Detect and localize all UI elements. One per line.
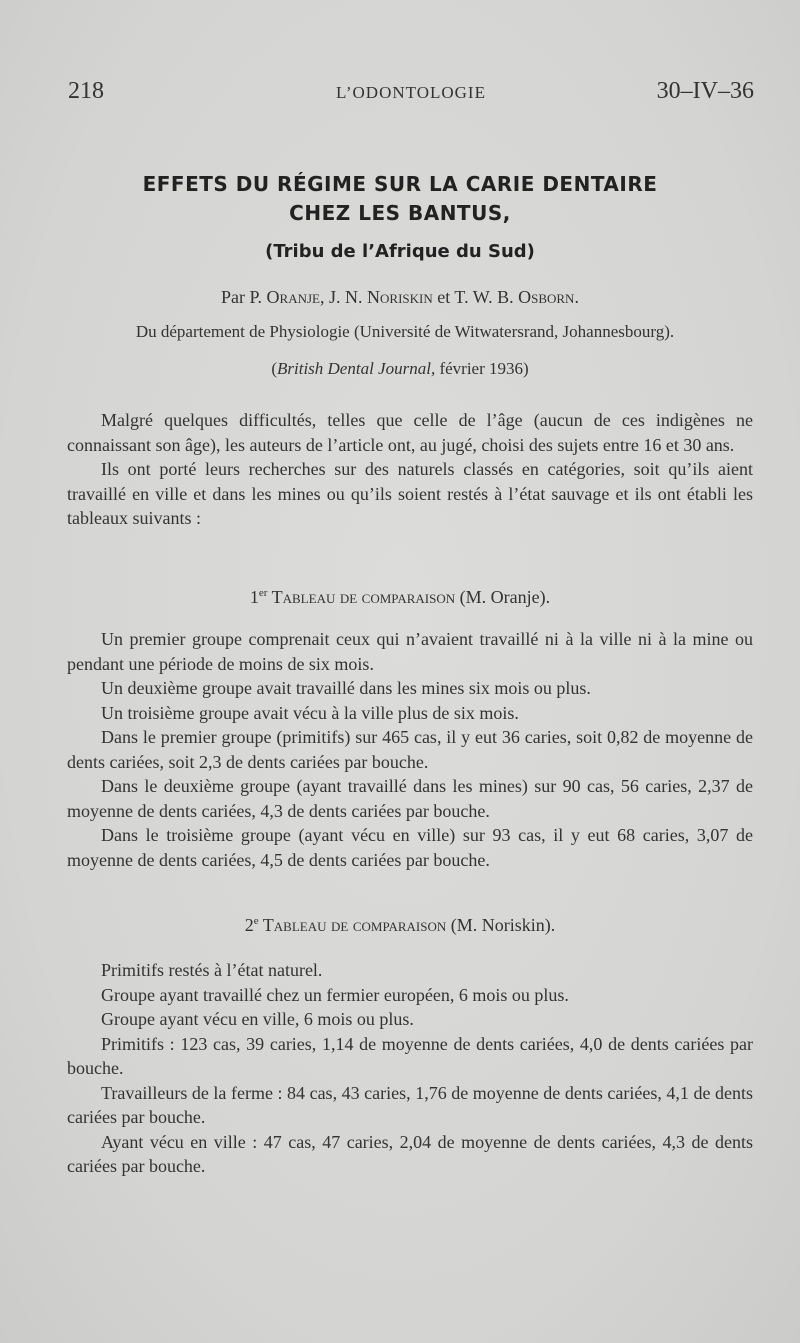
- source-open: (: [271, 359, 277, 378]
- section-1-paragraph: Un deuxième groupe avait travaillé dans les mines six mois ou plus.: [101, 678, 591, 698]
- section-2-paragraph: Primitifs : 123 cas, 39 caries, 1,14 de moyenne de dents cariées, 4,0 de dents cariées par bouche.: [67, 1033, 753, 1078]
- section-2-paragraph: Primitifs restés à l’état naturel.: [101, 960, 323, 980]
- section-2-heading: [60, 915, 740, 936]
- author-line: [40, 287, 760, 308]
- authors-sep-1: , J. N.: [320, 287, 368, 307]
- section-2-paragraph: Groupe ayant vécu en ville, 6 mois ou plus.: [101, 1009, 414, 1029]
- section-2-paragraph: Travailleurs de la ferme : 84 cas, 43 caries, 1,76 de moyenne de dents cariées, 4,1 de dents cariées par bouche.: [67, 1082, 753, 1127]
- section-1-heading: [60, 587, 740, 608]
- issue-date: 30–IV–36: [656, 78, 754, 104]
- source-journal: British Dental Journal,: [277, 359, 436, 378]
- running-header: [68, 78, 754, 114]
- authors-suffix: .: [574, 287, 579, 307]
- section-2-title: Tableau de comparaison: [258, 915, 447, 935]
- section-1-paragraph: Un troisième groupe avait vécu à la ville plus de six mois.: [101, 702, 519, 723]
- section-2-paragraph: Ayant vécu en ville : 47 cas, 47 caries, 2,04 de moyenne de dents cariées, 4,3 de dents cariées par bouche.: [67, 1131, 753, 1176]
- article-title: [60, 170, 740, 228]
- page-number: 218: [68, 78, 104, 104]
- section-1-author: (M. Oranje).: [455, 587, 551, 607]
- author-osborn: Osborn: [518, 287, 575, 307]
- section-2-text: [67, 958, 753, 1179]
- journal-title: L’ODONTOLOGIE: [336, 83, 486, 102]
- section-2-ordinal: e: [253, 915, 259, 927]
- section-1-title: Tableau de comparaison: [267, 587, 456, 607]
- title-line-1: EFFETS DU RÉGIME SUR LA CARIE DENTAIRE: [142, 172, 658, 196]
- intro-paragraph: Ils ont porté leurs recherches sur des naturels classés en catégories, soit qu’ils aient travaillé en ville et dans les mines ou qu’ils soient restés à l’état sauvage et ils ont établi les tableaux suivants :: [67, 459, 753, 528]
- section-2-paragraph: Groupe ayant travaillé chez un fermier européen, 6 mois ou plus.: [101, 984, 569, 1005]
- section-2-number: 2: [244, 915, 254, 935]
- section-1-text: [67, 627, 753, 872]
- source-date: février 1936): [435, 359, 529, 378]
- source-citation: [40, 359, 760, 379]
- affiliation: Du département de Physiologie (Université de Witwatersrand, Johannesbourg).: [135, 322, 675, 341]
- authors-prefix: Par P.: [221, 287, 267, 307]
- section-1-paragraph: Dans le troisième groupe (ayant vécu en ville) sur 93 cas, il y eut 68 caries, 3,07 de moyenne de dents cariées, 4,5 de dents cariées par bouche.: [67, 825, 753, 870]
- section-1-paragraph: Un premier groupe comprenait ceux qui n’avaient travaillé ni à la ville ni à la mine ou pendant une période de moins de six mois.: [67, 629, 753, 674]
- section-1-paragraph: Dans le deuxième groupe (ayant travaillé dans les mines) sur 90 cas, 56 caries, 2,37 de moyenne de dents cariées, 4,3 de dents cariées par bouche.: [67, 776, 753, 821]
- title-line-2: CHEZ LES BANTUS,: [289, 201, 511, 225]
- intro-paragraph: Malgré quelques difficultés, telles que celle de l’âge (aucun de ces indigènes ne connaissant son âge), les auteurs de l’article ont, au jugé, choisi des sujets entre 16 et 30 ans.: [67, 410, 753, 455]
- authors-sep-2: et T. W. B.: [432, 287, 519, 307]
- section-1-number: 1: [249, 587, 259, 607]
- author-noriskin: Noriskin: [367, 287, 433, 307]
- article-subtitle: (Tribu de l’Afrique du Sud): [265, 241, 535, 262]
- section-2-author: (M. Noriskin).: [446, 915, 556, 935]
- section-1-paragraph: Dans le premier groupe (primitifs) sur 465 cas, il y eut 36 caries, soit 0,82 de moyenne de dents cariées, soit 2,3 de dents cariées par bouche.: [67, 727, 753, 772]
- section-1-ordinal: er: [258, 587, 268, 599]
- intro-text: [67, 408, 753, 531]
- author-oranje: Oranje: [266, 287, 320, 307]
